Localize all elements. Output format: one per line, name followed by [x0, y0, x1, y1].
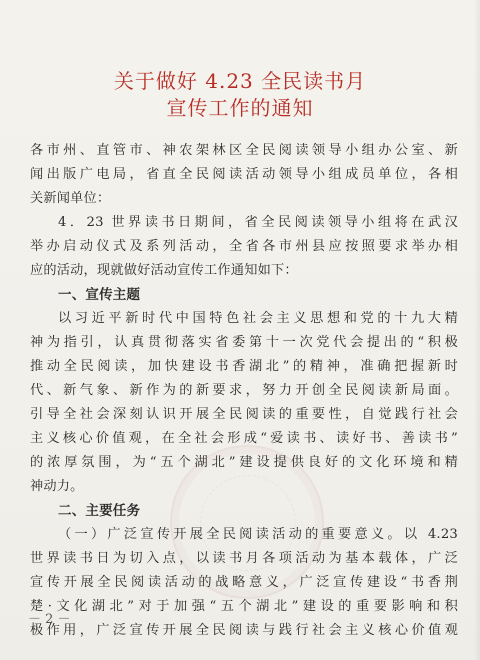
section-1-line: 代、新气象、新作为的新要求，努力开创全民阅读新局面。 — [30, 383, 458, 398]
addressee-line: 各市州、直管市、神农架林区全民阅读领导小组办公室、新 — [30, 143, 458, 158]
section-2-line: 世界读书日为切入点，以读书月各项活动为基本载体，广泛 — [30, 551, 458, 566]
intro-line: 4．23 世界读书日期间，省全民阅读领导小组将在武汉 — [58, 215, 458, 230]
section-1-line: 引导全社会深刻认识开展全民阅读的重要性，自觉践行社会 — [30, 407, 458, 422]
section-2-line: 楚·文化湖北”对于加强“五个湖北”建设的重要影响和积 — [30, 599, 458, 614]
section-1-line: 神动力。 — [30, 479, 84, 494]
document-title-line-2: 宣传工作的通知 — [166, 96, 314, 120]
intro-line: 应的活动，现就做好活动宣传工作通知如下： — [30, 263, 298, 278]
section-1-line: 主义核心价值观，在全社会形成“爱读书、读好书、善读书” — [30, 431, 458, 446]
section-2-line: （一）广泛宣传开展全民阅读活动的重要意义。以 4.23 — [58, 527, 458, 542]
section-1-line: 的浓厚氛围，为“五个湖北”建设提供良好的文化环境和精 — [30, 455, 458, 470]
page-number: － 2 － — [28, 612, 71, 627]
addressee-line: 闻出版广电局，省直全民阅读活动领导小组成员单位，各相 — [30, 167, 458, 182]
addressee-line: 关新闻单位： — [30, 191, 111, 206]
section-1-line: 推动全民阅读，加快建设书香湖北”的精神，准确把握新时 — [30, 359, 458, 374]
document-title-line-1: 关于做好 4.23 全民读书月 — [113, 69, 367, 93]
section-1-line: 以习近平新时代中国特色社会主义思想和党的十九大精 — [58, 311, 458, 326]
section-1-heading: 一、宣传主题 — [58, 287, 141, 303]
section-2-heading: 二、主要任务 — [58, 503, 141, 519]
intro-line: 举办启动仪式及系列活动，全省各市州县应按照要求举办相 — [30, 239, 458, 254]
section-2-line: 宣传开展全民阅读活动的战略意义，广泛宣传建设“书香荆 — [30, 575, 458, 590]
section-2-line: 极作用，广泛宣传开展全民阅读与践行社会主义核心价值观 — [30, 623, 458, 638]
section-1-line: 神为指引，认真贯彻落实省委第十一次党代会提出的“积极 — [30, 335, 458, 350]
